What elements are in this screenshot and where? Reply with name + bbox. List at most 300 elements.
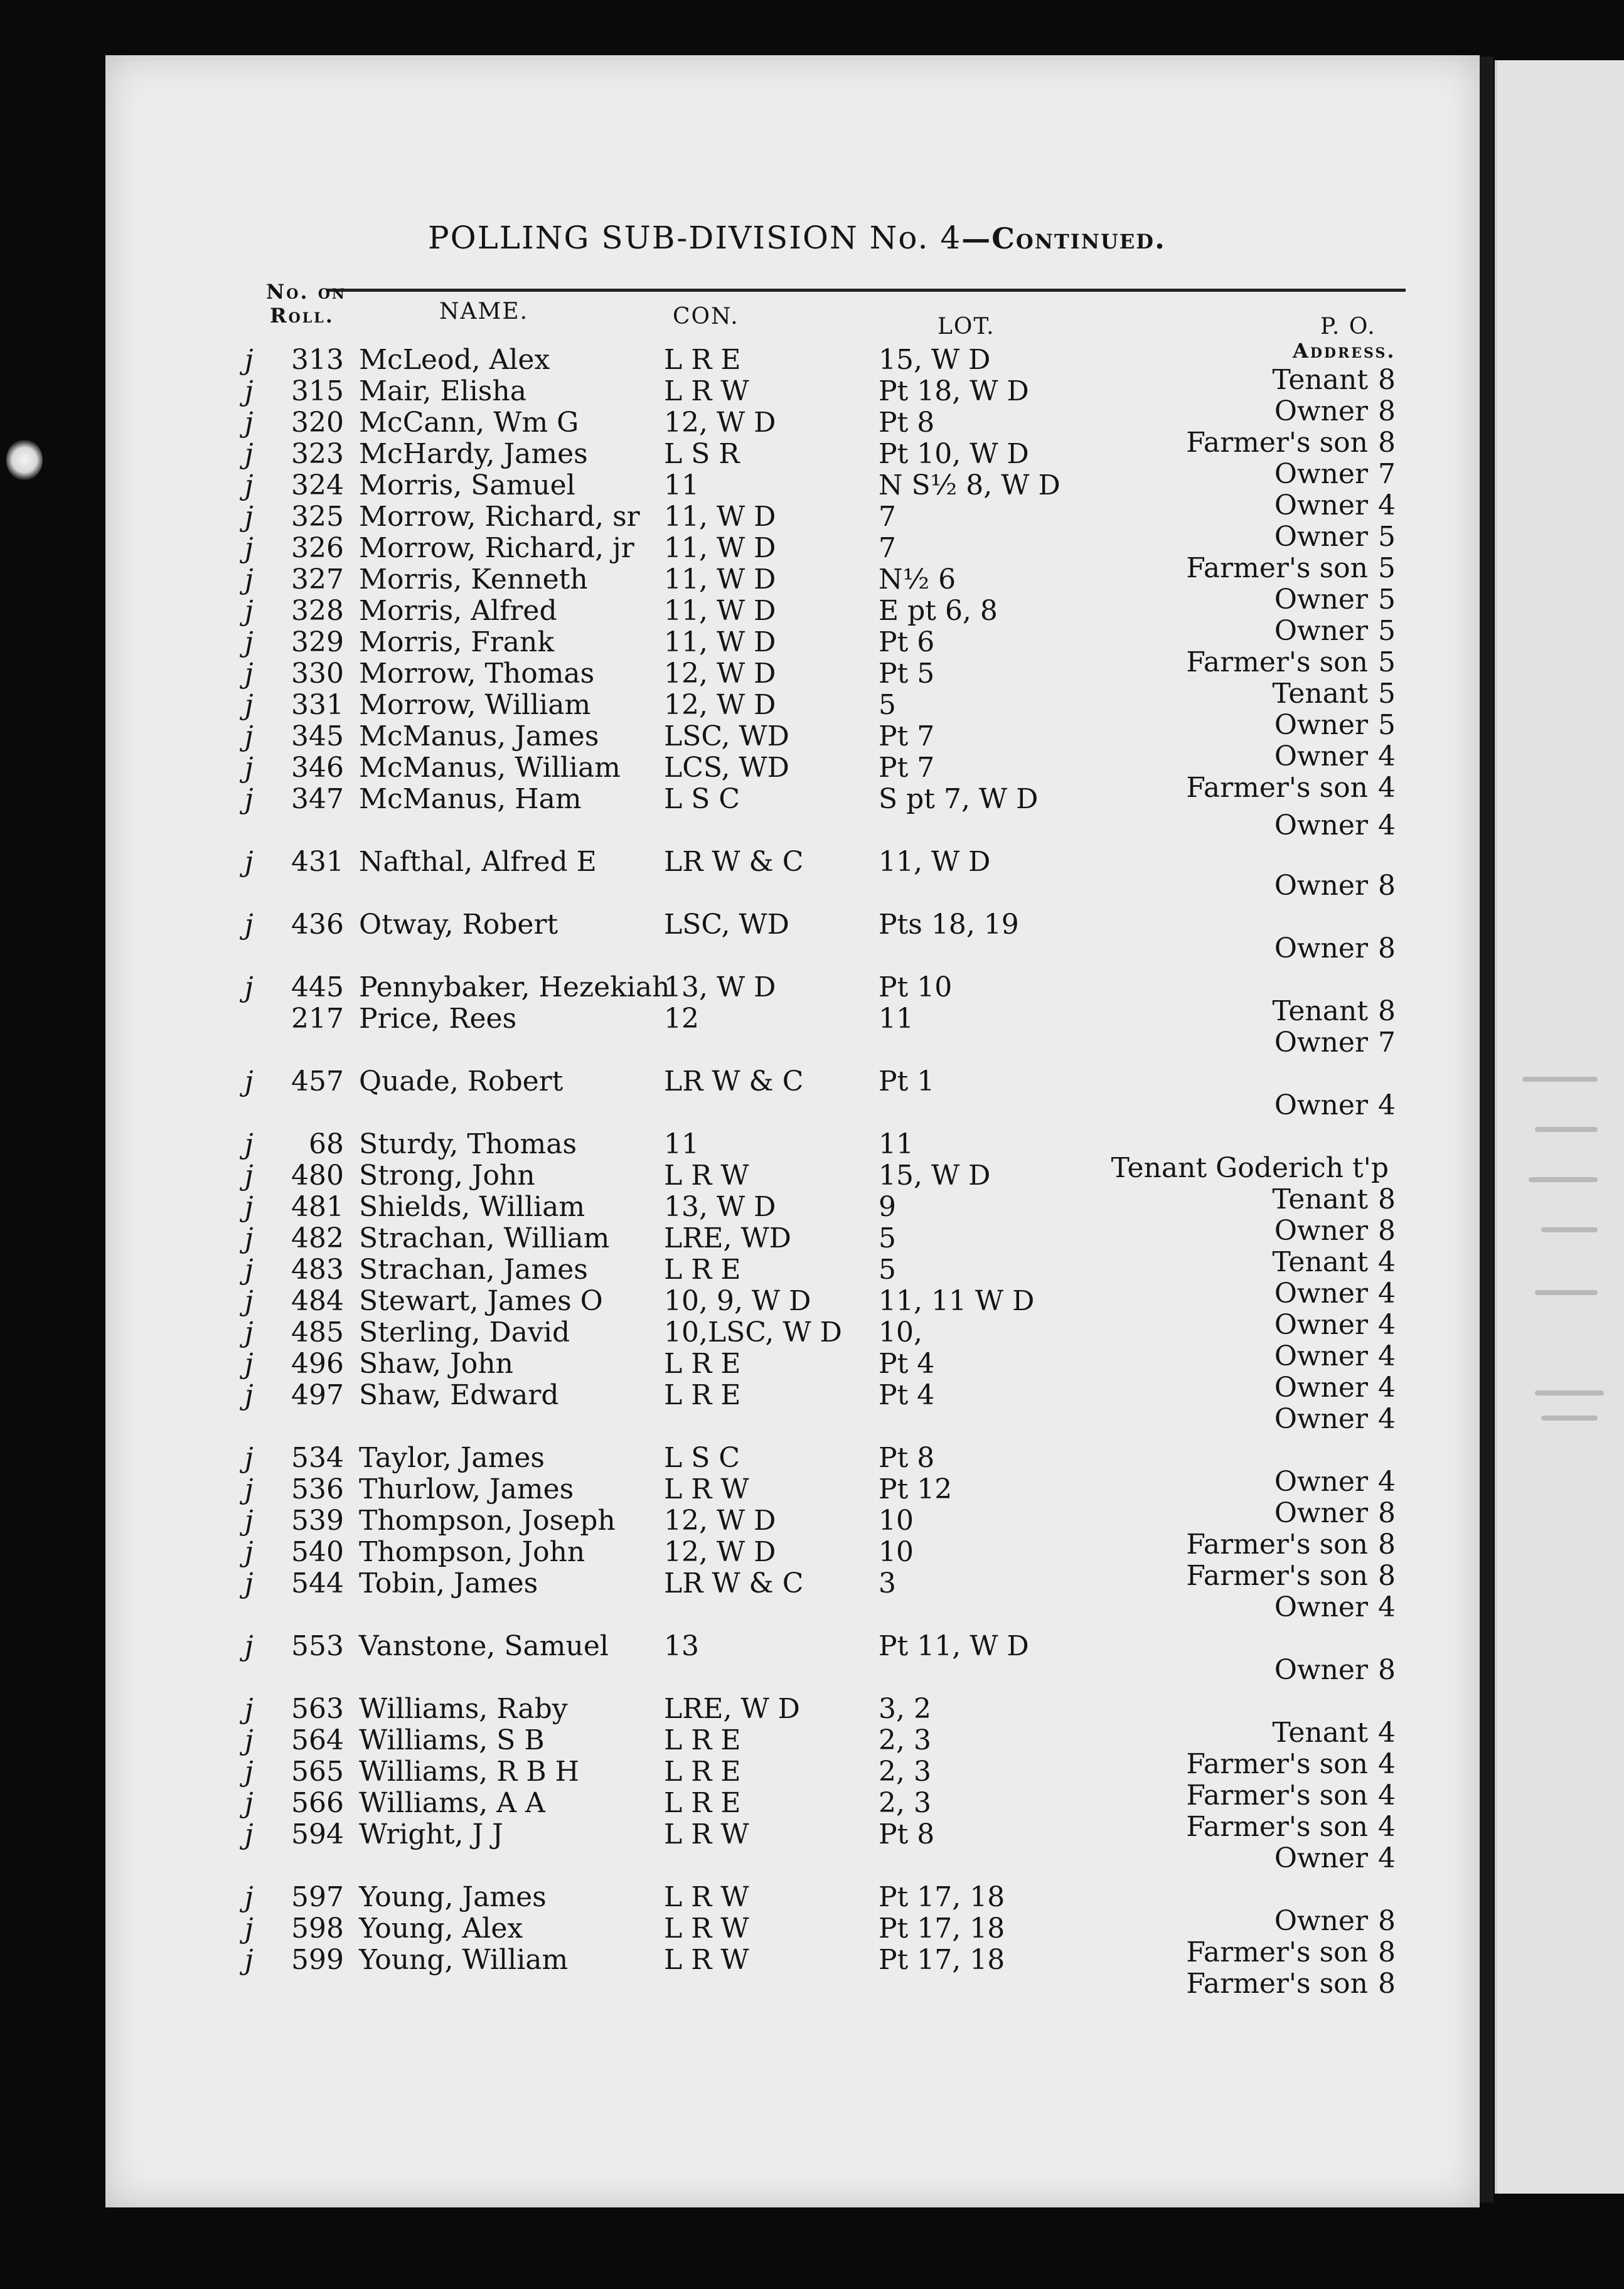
po-address: 8	[1378, 995, 1396, 1027]
occupation: Owner	[1274, 1654, 1368, 1686]
po-address: 4	[1378, 809, 1396, 841]
po-address: 4	[1378, 1372, 1396, 1404]
concession: L R E	[664, 1756, 741, 1788]
concession: 12, W D	[664, 407, 776, 439]
lot-number: N½ 6	[879, 563, 956, 595]
voter-name: Morris, Frank	[359, 626, 555, 658]
roll-number: 566	[291, 1787, 344, 1819]
j-mark: j	[245, 1222, 254, 1254]
j-mark: j	[245, 1065, 254, 1097]
voter-name: Nafthal, Alfred E	[359, 846, 597, 878]
voter-name: McManus, William	[359, 752, 621, 784]
occupation: Owner	[1274, 1372, 1368, 1404]
concession: L R W	[664, 1818, 749, 1850]
occupation: Owner	[1274, 615, 1368, 647]
roll-number: 68	[309, 1128, 344, 1160]
occupation: Owner	[1274, 1842, 1368, 1874]
voter-name: Shaw, John	[359, 1348, 513, 1380]
concession: L R E	[664, 1348, 741, 1380]
voter-name: Morrow, Thomas	[359, 658, 595, 690]
j-mark: j	[245, 1913, 254, 1945]
j-mark: j	[245, 532, 254, 564]
concession: 11, W D	[664, 595, 776, 627]
roll-number: 325	[291, 501, 344, 533]
po-address: 7	[1378, 1027, 1396, 1059]
concession: 10,LSC, W D	[664, 1316, 842, 1348]
po-address: 8	[1378, 1905, 1396, 1937]
po-address: 4	[1378, 1466, 1396, 1498]
j-mark: j	[245, 1505, 254, 1537]
voter-name: Young, Alex	[359, 1913, 523, 1945]
lot-number: 11, 11 W D	[879, 1285, 1035, 1317]
voter-name: Morrow, Richard, sr	[359, 501, 640, 533]
j-mark: j	[245, 1473, 254, 1505]
roll-number: 328	[291, 595, 344, 627]
voter-name: Morris, Samuel	[359, 469, 575, 501]
concession: 13, W D	[664, 1191, 776, 1223]
voter-name: Morris, Alfred	[359, 595, 557, 627]
roll-number: 597	[291, 1881, 344, 1913]
voter-name: Tobin, James	[359, 1567, 538, 1599]
lot-number: 2, 3	[879, 1787, 931, 1819]
occupation: Farmer's son	[1186, 1529, 1368, 1561]
lot-number: N S½ 8, W D	[879, 469, 1060, 501]
occupation: Owner	[1274, 489, 1368, 521]
voter-name: Stewart, James O	[359, 1285, 603, 1317]
j-mark: j	[245, 1630, 254, 1662]
roll-number: 323	[291, 438, 344, 470]
concession: 11, W D	[664, 532, 776, 564]
lot-number: Pt 4	[879, 1379, 935, 1411]
concession: 12	[664, 1003, 699, 1035]
roll-number: 320	[291, 407, 344, 439]
lot-number: E pt 6, 8	[879, 595, 998, 627]
j-mark: j	[245, 1756, 254, 1788]
j-mark: j	[245, 1567, 254, 1599]
col-header-con: CON.	[673, 304, 739, 329]
roll-number: 496	[291, 1348, 344, 1380]
lot-number: 10	[879, 1505, 914, 1537]
po-address: 8	[1378, 1560, 1396, 1592]
title-main: POLLING SUB-DIVISION No. 4	[427, 220, 962, 256]
j-mark: j	[245, 501, 254, 533]
address-row	[0, 1654, 1624, 1687]
j-mark: j	[245, 783, 254, 815]
roll-number: 594	[291, 1818, 344, 1850]
j-mark: j	[245, 438, 254, 470]
occupation: Owner	[1274, 1403, 1368, 1435]
j-mark: j	[245, 563, 254, 595]
j-mark: j	[245, 720, 254, 752]
roll-number: 565	[291, 1756, 344, 1788]
lot-number: Pt 8	[879, 407, 935, 439]
concession: 12, W D	[664, 1505, 776, 1537]
lot-number: 9	[879, 1191, 896, 1223]
concession: L R W	[664, 1913, 749, 1945]
roll-number: 313	[291, 344, 344, 376]
lot-number: 5	[879, 1222, 896, 1254]
j-mark: j	[245, 658, 254, 690]
occupation: Tenant	[1272, 364, 1368, 396]
j-mark: j	[245, 1724, 254, 1756]
occupation: Tenant	[1272, 1246, 1368, 1278]
po-address: 8	[1378, 1215, 1396, 1247]
occupation: Owner	[1274, 1089, 1368, 1121]
address-row	[0, 1842, 1624, 1875]
occupation: Farmer's son	[1186, 1936, 1368, 1968]
concession: LR W & C	[664, 1567, 804, 1599]
address-row	[0, 809, 1624, 842]
lot-number: 15, W D	[879, 1160, 991, 1192]
lot-number: 11, W D	[879, 846, 991, 878]
title-continued: —Continued.	[961, 221, 1167, 255]
roll-number: 485	[291, 1316, 344, 1348]
occupation: Farmer's son	[1186, 1779, 1368, 1811]
po-address: 4	[1378, 489, 1396, 521]
roll-number: 481	[291, 1191, 344, 1223]
lot-number: S pt 7, W D	[879, 783, 1039, 815]
lot-number: Pt 5	[879, 658, 935, 690]
concession: L S C	[664, 783, 740, 815]
po-address: 4	[1378, 1779, 1396, 1811]
po-address: 7	[1378, 458, 1396, 490]
lot-number: 7	[879, 501, 896, 533]
po-address: 4	[1378, 1842, 1396, 1874]
occupation: Farmer's son	[1186, 552, 1368, 584]
roll-number: 345	[291, 720, 344, 752]
voter-name: Wright, J J	[359, 1818, 503, 1850]
lot-number: Pt 17, 18	[879, 1881, 1005, 1913]
po-address: 8	[1378, 1529, 1396, 1561]
address-row	[0, 1403, 1624, 1436]
concession: L R E	[664, 1724, 741, 1756]
concession: LSC, WD	[664, 720, 789, 752]
voter-name: Sterling, David	[359, 1316, 570, 1348]
voter-name: Strachan, William	[359, 1222, 610, 1254]
po-address: 4	[1378, 1340, 1396, 1372]
voter-name: Williams, S B	[359, 1724, 545, 1756]
occupation: Owner	[1274, 1905, 1368, 1937]
lot-number: 3, 2	[879, 1693, 931, 1725]
roll-number: 563	[291, 1693, 344, 1725]
lot-number: 11	[879, 1003, 914, 1035]
voter-name: Morris, Kenneth	[359, 563, 588, 595]
j-mark: j	[245, 595, 254, 627]
roll-number: 331	[291, 689, 344, 721]
lot-number: 15, W D	[879, 344, 991, 376]
lot-number: Pt 17, 18	[879, 1913, 1005, 1945]
voter-name: Shields, William	[359, 1191, 585, 1223]
roll-number: 329	[291, 626, 344, 658]
occupation: Tenant	[1272, 1717, 1368, 1749]
occupation: Owner	[1274, 932, 1368, 964]
j-mark: j	[245, 1944, 254, 1976]
lot-number: Pt 10, W D	[879, 438, 1029, 470]
address-row	[0, 932, 1624, 965]
voter-name: Sturdy, Thomas	[359, 1128, 577, 1160]
j-mark: j	[245, 1285, 254, 1317]
j-mark: j	[245, 689, 254, 721]
lot-number: 2, 3	[879, 1756, 931, 1788]
po-address: 8	[1378, 364, 1396, 396]
po-address: 5	[1378, 521, 1396, 553]
address-row	[0, 1968, 1624, 2000]
concession: LR W & C	[664, 846, 804, 878]
concession: 12, W D	[664, 1536, 776, 1568]
po-address: 5	[1378, 584, 1396, 616]
voter-name: Thompson, Joseph	[359, 1505, 616, 1537]
concession: 13	[664, 1630, 699, 1662]
address-row	[0, 1089, 1624, 1122]
roll-number: 599	[291, 1944, 344, 1976]
voter-name: McHardy, James	[359, 438, 588, 470]
po-address: 4	[1378, 1089, 1396, 1121]
concession: 10, 9, W D	[664, 1285, 811, 1317]
po-address: 4	[1378, 740, 1396, 772]
roll-number: 327	[291, 563, 344, 595]
j-mark: j	[245, 1160, 254, 1192]
occupation: Tenant	[1272, 995, 1368, 1027]
lot-number: Pt 17, 18	[879, 1944, 1005, 1976]
occupation: Farmer's son	[1186, 1748, 1368, 1780]
occupation: Owner	[1274, 870, 1368, 902]
roll-number: 326	[291, 532, 344, 564]
concession: L R E	[664, 344, 741, 376]
lot-number: 2, 3	[879, 1724, 931, 1756]
lot-number: Pt 8	[879, 1818, 935, 1850]
occupation: Owner	[1274, 1215, 1368, 1247]
concession: 11, W D	[664, 626, 776, 658]
roll-number: 217	[291, 1003, 344, 1035]
po-address: 4	[1378, 1591, 1396, 1623]
roll-number: 330	[291, 658, 344, 690]
voter-name: Shaw, Edward	[359, 1379, 559, 1411]
po-address: 5	[1378, 615, 1396, 647]
roll-number: 480	[291, 1160, 344, 1192]
concession: 11	[664, 469, 699, 501]
roll-number: 347	[291, 783, 344, 815]
col-header-po-line1: P. O.	[1320, 314, 1376, 339]
roll-number: 536	[291, 1473, 344, 1505]
voter-name: Vanstone, Samuel	[359, 1630, 609, 1662]
lot-number: 3	[879, 1567, 896, 1599]
concession: L R W	[664, 1881, 749, 1913]
po-address: 5	[1378, 709, 1396, 741]
roll-number: 445	[291, 971, 344, 1003]
col-header-lot: LOT.	[938, 314, 995, 339]
po-address: 4	[1378, 1748, 1396, 1780]
concession: 11, W D	[664, 501, 776, 533]
j-mark: j	[245, 1881, 254, 1913]
po-address: 5	[1378, 646, 1396, 678]
lot-number: Pt 8	[879, 1442, 935, 1474]
concession: 11, W D	[664, 563, 776, 595]
occupation: Owner	[1274, 709, 1368, 741]
po-address: 8	[1378, 870, 1396, 902]
voter-name: Morrow, Richard, jr	[359, 532, 634, 564]
concession: 12, W D	[664, 689, 776, 721]
voter-name: Quade, Robert	[359, 1065, 564, 1097]
j-mark: j	[245, 846, 254, 878]
voter-name: Otway, Robert	[359, 909, 558, 941]
voter-name: McManus, James	[359, 720, 599, 752]
j-mark: j	[245, 469, 254, 501]
po-address: 8	[1378, 932, 1396, 964]
roll-number: 483	[291, 1254, 344, 1286]
roll-number: 497	[291, 1379, 344, 1411]
j-mark: j	[245, 1379, 254, 1411]
occupation: Owner	[1274, 584, 1368, 616]
po-address: 5	[1378, 678, 1396, 710]
voter-name: Williams, R B H	[359, 1756, 580, 1788]
lot-number: Pt 7	[879, 752, 935, 784]
concession: 11	[664, 1128, 699, 1160]
po-address: 4	[1378, 1717, 1396, 1749]
j-mark: j	[245, 407, 254, 439]
occupation: Tenant	[1272, 1183, 1368, 1215]
po-address: 8	[1378, 427, 1396, 459]
voter-name: McManus, Ham	[359, 783, 582, 815]
occupation: Farmer's son	[1186, 427, 1368, 459]
po-address: 8	[1378, 395, 1396, 427]
j-mark: j	[245, 1787, 254, 1819]
concession: L R W	[664, 1160, 749, 1192]
po-address: 8	[1378, 1654, 1396, 1686]
po-address: 8	[1378, 1968, 1396, 2000]
lot-number: Pt 10	[879, 971, 953, 1003]
j-mark: j	[245, 344, 254, 376]
concession: LR W & C	[664, 1065, 804, 1097]
lot-number: 10,	[879, 1316, 922, 1348]
occupation: Owner	[1274, 1309, 1368, 1341]
j-mark: j	[245, 1348, 254, 1380]
voter-name: Morrow, William	[359, 689, 591, 721]
occupation: Farmer's son	[1186, 1560, 1368, 1592]
lot-number: Pt 1	[879, 1065, 935, 1097]
j-mark: j	[245, 1536, 254, 1568]
po-address: 4	[1378, 1309, 1396, 1341]
address-row	[0, 1027, 1624, 1059]
lot-number: Pts 18, 19	[879, 909, 1019, 941]
po-address: 8	[1378, 1183, 1396, 1215]
j-mark: j	[245, 1191, 254, 1223]
concession: L R E	[664, 1787, 741, 1819]
po-address: 8	[1378, 1936, 1396, 1968]
j-mark: j	[245, 1693, 254, 1725]
lot-number: Pt 6	[879, 626, 935, 658]
voter-name: Williams, Raby	[359, 1693, 568, 1725]
lot-number: Pt 12	[879, 1473, 953, 1505]
concession: L R W	[664, 1473, 749, 1505]
occupation: Owner	[1274, 1340, 1368, 1372]
col-header-po-line2: Address.	[1293, 339, 1396, 363]
concession: LRE, WD	[664, 1222, 791, 1254]
occupation: Owner	[1274, 1466, 1368, 1498]
occupation: Owner	[1274, 458, 1368, 490]
roll-number: 324	[291, 469, 344, 501]
col-header-no-line1: No. on	[266, 280, 346, 304]
occupation: Owner	[1274, 1497, 1368, 1529]
occupation: Owner	[1274, 740, 1368, 772]
lot-number: Pt 7	[879, 720, 935, 752]
voter-name: Price, Rees	[359, 1003, 517, 1035]
lot-number: 7	[879, 532, 896, 564]
j-mark: j	[245, 626, 254, 658]
col-header-name: NAME.	[439, 299, 529, 324]
j-mark: j	[245, 1254, 254, 1286]
roll-number: 346	[291, 752, 344, 784]
occupation: Farmer's son	[1186, 646, 1368, 678]
voter-name: Thompson, John	[359, 1536, 585, 1568]
concession: 13, W D	[664, 971, 776, 1003]
roll-number: 544	[291, 1567, 344, 1599]
j-mark: j	[245, 752, 254, 784]
concession: L R E	[664, 1379, 741, 1411]
lot-number: 11	[879, 1128, 914, 1160]
voter-name: Williams, A A	[359, 1787, 545, 1819]
j-mark: j	[245, 909, 254, 941]
po-address: 5	[1378, 552, 1396, 584]
voter-name: Young, William	[359, 1944, 569, 1976]
lot-number: 5	[879, 1254, 896, 1286]
occupation: Owner	[1274, 809, 1368, 841]
j-mark: j	[245, 1316, 254, 1348]
lot-number: 10	[879, 1536, 914, 1568]
occupation: Tenant Goderich t'p	[1111, 1152, 1389, 1184]
j-mark: j	[245, 1818, 254, 1850]
roll-number: 315	[291, 375, 344, 407]
j-mark: j	[245, 1442, 254, 1474]
concession: LRE, W D	[664, 1693, 800, 1725]
voter-name: Mair, Elisha	[359, 375, 526, 407]
address-row	[0, 1591, 1624, 1624]
po-address: 4	[1378, 1403, 1396, 1435]
voter-name: McLeod, Alex	[359, 344, 550, 376]
j-mark: j	[245, 971, 254, 1003]
lot-number: Pt 11, W D	[879, 1630, 1029, 1662]
concession: LCS, WD	[664, 752, 789, 784]
occupation: Tenant	[1272, 678, 1368, 710]
roll-number: 436	[291, 909, 344, 941]
concession: 12, W D	[664, 658, 776, 690]
po-address: 8	[1378, 1497, 1396, 1529]
occupation: Farmer's son	[1186, 1811, 1368, 1843]
address-row	[0, 870, 1624, 902]
occupation: Farmer's son	[1186, 1968, 1368, 2000]
roll-number: 539	[291, 1505, 344, 1537]
roll-number: 564	[291, 1724, 344, 1756]
voter-name: Strong, John	[359, 1160, 535, 1192]
lot-number: Pt 18, W D	[879, 375, 1029, 407]
concession: L S R	[664, 438, 740, 470]
roll-number: 431	[291, 846, 344, 878]
concession: L R W	[664, 1944, 749, 1976]
roll-number: 598	[291, 1913, 344, 1945]
lot-number: Pt 4	[879, 1348, 935, 1380]
concession: LSC, WD	[664, 909, 789, 941]
concession: L R E	[664, 1254, 741, 1286]
roll-number: 553	[291, 1630, 344, 1662]
j-mark: j	[245, 375, 254, 407]
po-address: 4	[1378, 772, 1396, 804]
occupation: Owner	[1274, 1278, 1368, 1310]
roll-number: 534	[291, 1442, 344, 1474]
voter-name: Young, James	[359, 1881, 547, 1913]
po-address: 4	[1378, 1278, 1396, 1310]
concession: L S C	[664, 1442, 740, 1474]
roll-number: 457	[291, 1065, 344, 1097]
occupation: Owner	[1274, 1027, 1368, 1059]
